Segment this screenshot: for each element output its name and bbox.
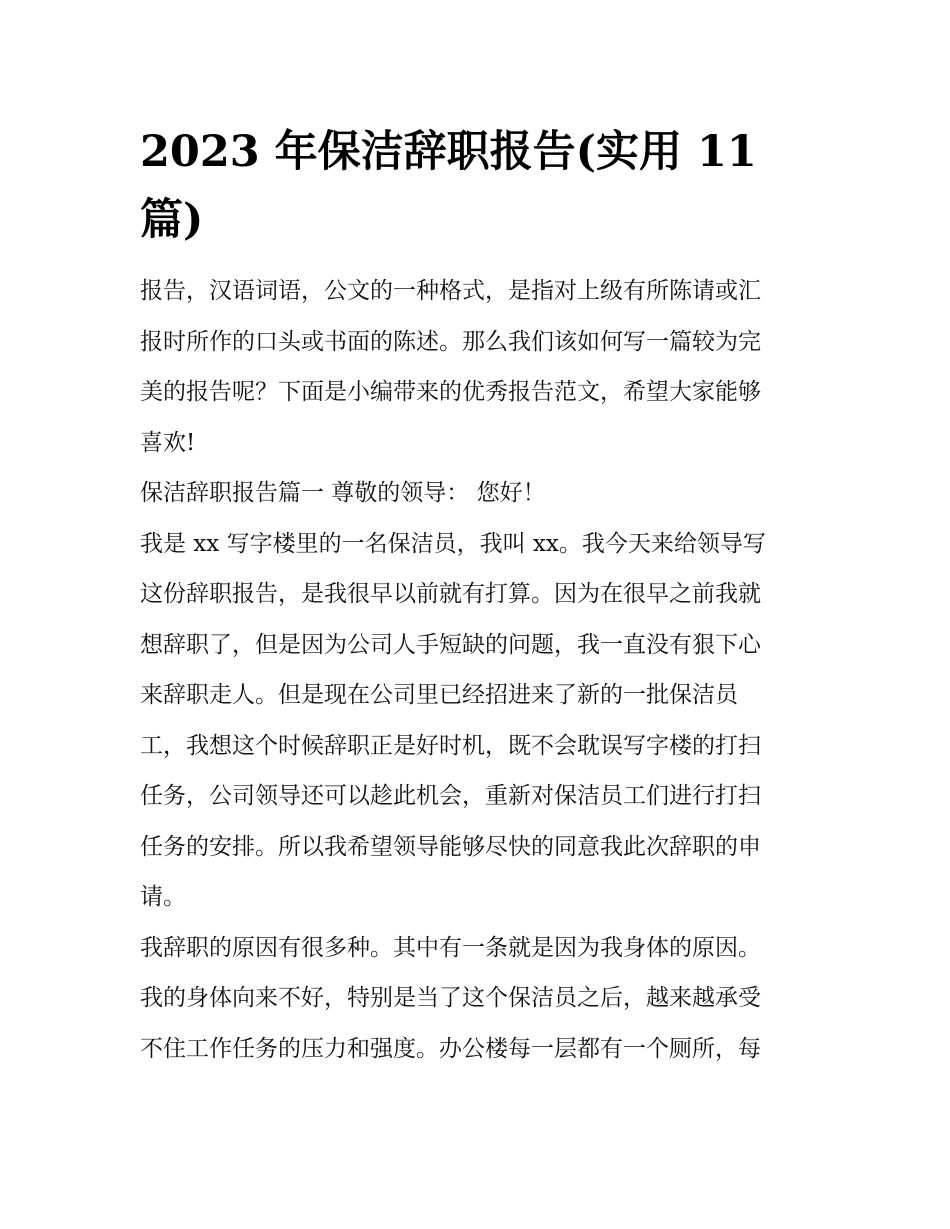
body-paragraph-2: [140, 923, 815, 1075]
salutation-paragraph: [140, 468, 815, 519]
text-line: 喜欢!: [140, 429, 196, 456]
text-line: 任务，公司领导还可以趁此机会，重新对保洁员工们进行打扫: [140, 783, 761, 809]
text-line: 来辞职走人。但是现在公司里已经招进来了新的一批保洁员: [140, 682, 738, 708]
document-body: [140, 266, 815, 1074]
title-line-2: 篇): [140, 195, 204, 245]
title-line-1: 2023 年保洁辞职报告(实用 11: [140, 127, 757, 177]
body-paragraph-1: [140, 519, 815, 923]
text-line: 我的身体向来不好，特别是当了这个保洁员之后，越来越承受: [140, 985, 761, 1011]
text-line: 美的报告呢？下面是小编带来的优秀报告范文，希望大家能够: [140, 379, 761, 405]
text-line: 我是 xx 写字楼里的一名保洁员，我叫 xx。我今天来给领导写: [140, 530, 766, 557]
text-line: 报时所作的口头或书面的陈述。那么我们该如何写一篇较为完: [140, 328, 761, 355]
document-title: [140, 118, 815, 254]
text-line: 这份辞职报告，是我很早以前就有打算。因为在很早之前我就: [140, 581, 761, 607]
text-line: 请。: [140, 884, 186, 910]
text-line: 任务的安排。所以我希望领导能够尽快的同意我此次辞职的申: [140, 833, 761, 860]
text-line: 不住工作任务的压力和强度。办公楼每一层都有一个厕所，每: [140, 1035, 761, 1062]
text-line: 保洁辞职报告篇一 尊敬的领导： 您好！: [140, 480, 546, 506]
text-line: 我辞职的原因有很多种。其中有一条就是因为我身体的原因。: [140, 934, 761, 961]
text-line: 想辞职了，但是因为公司人手短缺的问题，我一直没有狠下心: [140, 631, 761, 658]
text-line: 工，我想这个时候辞职正是好时机，既不会耽误写字楼的打扫: [140, 732, 761, 759]
text-line: 报告，汉语词语，公文的一种格式，是指对上级有所陈请或汇: [140, 278, 761, 304]
intro-paragraph: [140, 266, 815, 468]
document-content: [140, 118, 815, 1074]
